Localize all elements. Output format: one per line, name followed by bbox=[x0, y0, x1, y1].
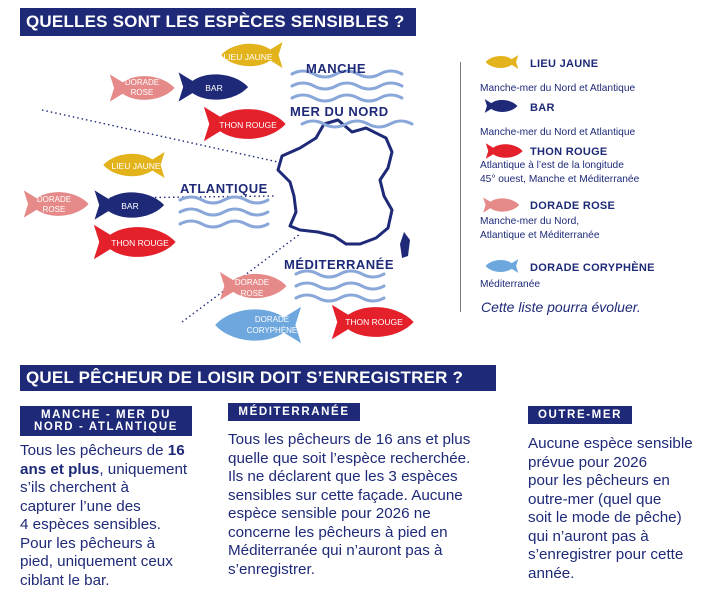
text-med-line: s’enregistrer. bbox=[228, 560, 315, 578]
tag-manche-line1: MANCHE - MER DU bbox=[40, 409, 172, 421]
zone-label-mer-du-nord: MER DU NORD bbox=[290, 104, 389, 119]
fish-label-lieu-jaune-1: LIEU JAUNE bbox=[223, 52, 273, 62]
fish-label-bar-1: BAR bbox=[205, 83, 223, 93]
legend-name: BAR bbox=[530, 102, 555, 114]
legend-item-dorade-rose bbox=[480, 200, 720, 252]
legend-desc: Méditerranée bbox=[480, 279, 541, 290]
bar-icon bbox=[480, 98, 520, 114]
text-om-line: qui n’auront pas à bbox=[528, 527, 649, 545]
text-mediterranee bbox=[228, 431, 518, 579]
legend-item-bar bbox=[480, 102, 720, 140]
tag-manche bbox=[20, 406, 192, 436]
fish-label-thon-rouge-2: THON ROUGE bbox=[111, 238, 169, 248]
text-med-line: quelle que soit l’espèce recherchée. bbox=[228, 449, 471, 467]
dorade-rose-icon bbox=[480, 196, 520, 214]
text-om-line: Aucune espèce sensible bbox=[528, 435, 693, 452]
fish-label-dorade-rose-1: DORADE ROSE bbox=[124, 78, 160, 97]
fish-label-dorade-rose-3: DORADE ROSE bbox=[234, 278, 270, 298]
legend-note: Cette liste pourra évoluer. bbox=[481, 299, 641, 315]
text-manche bbox=[20, 442, 210, 590]
tag-mediterranee: MÉDITERRANÉE bbox=[228, 403, 360, 421]
lieu-jaune-icon bbox=[480, 54, 526, 70]
legend-desc: 45° ouest, Manche et Méditerranée bbox=[480, 174, 640, 185]
text-om-line: année. bbox=[528, 564, 575, 582]
corsica-shape bbox=[400, 232, 410, 258]
text-manche-part: Tous les pêcheurs de bbox=[20, 442, 168, 459]
text-med-line: sensibles sur cette façade. Aucune bbox=[228, 486, 463, 504]
text-manche-line: 4 espèces sensibles. bbox=[20, 516, 161, 533]
legend-desc: Manche-mer du Nord, bbox=[480, 216, 580, 227]
legend-name: THON ROUGE bbox=[530, 146, 608, 158]
legend-name: LIEU JAUNE bbox=[530, 58, 599, 70]
text-manche-line: capturer l’une des bbox=[20, 497, 141, 515]
text-manche-bold: 16 bbox=[167, 442, 185, 459]
fish-label-thon-rouge-1: THON ROUGE bbox=[219, 120, 277, 130]
fish-label-dorade-rose-2: DORADE ROSE bbox=[36, 195, 72, 214]
legend-divider bbox=[460, 62, 461, 312]
fish-label-lieu-jaune-2: LIEU JAUNE bbox=[111, 161, 161, 171]
fish-label-dorade-coryphene: DORADE CORYPHÈNE bbox=[246, 315, 298, 335]
thon-rouge-icon bbox=[480, 142, 526, 160]
text-med-line: concerne les pêcheurs à pied en bbox=[228, 523, 448, 541]
legend-item-lieu-jaune bbox=[480, 58, 720, 96]
text-manche-line: ciblant le bar. bbox=[20, 571, 110, 589]
text-om-line: s’enregistrer pour cette bbox=[528, 546, 684, 563]
text-med-line: Ils ne déclarent que les 3 espèces bbox=[228, 468, 458, 485]
tag-outremer: OUTRE-MER bbox=[528, 406, 632, 424]
dorade-coryphene-icon bbox=[480, 258, 526, 274]
legend-desc: Atlantique à l’est de la longitude bbox=[480, 160, 624, 171]
tag-manche-line2: NORD - ATLANTIQUE bbox=[33, 421, 179, 433]
france-outline bbox=[278, 120, 392, 244]
text-om-line: soit le mode de pêche) bbox=[528, 509, 682, 526]
text-med-line: Tous les pêcheurs de 16 ans et plus bbox=[228, 431, 471, 448]
waves-mediterranee bbox=[296, 271, 384, 301]
species-map bbox=[0, 36, 460, 346]
section-title-registration: QUEL PÊCHEUR DE LOISIR DOIT S’ENREGISTRER ? bbox=[20, 365, 496, 391]
text-med-line: Méditerranée qui n’auront pas à bbox=[228, 542, 443, 559]
zone-label-atlantique: ATLANTIQUE bbox=[180, 181, 268, 196]
section-title-species: QUELLES SONT LES ESPÈCES SENSIBLES ? bbox=[20, 8, 416, 36]
legend-desc: Atlantique et Méditerranée bbox=[480, 230, 600, 241]
text-manche-line: pied, uniquement ceux bbox=[20, 553, 173, 570]
legend-name: DORADE ROSE bbox=[530, 200, 616, 212]
species-legend bbox=[480, 58, 720, 290]
fish-label-bar-2: BAR bbox=[121, 201, 139, 211]
legend-desc: Manche-mer du Nord et Atlantique bbox=[480, 83, 636, 94]
waves-atlantique bbox=[180, 197, 268, 227]
text-manche-line: Pour les pêcheurs à bbox=[20, 534, 156, 552]
legend-name: DORADE CORYPHÈNE bbox=[530, 262, 655, 274]
fish-label-thon-rouge-3: THON ROUGE bbox=[345, 317, 403, 327]
text-outremer bbox=[528, 435, 718, 583]
zone-label-manche: MANCHE bbox=[306, 61, 367, 76]
legend-desc: Manche-mer du Nord et Atlantique bbox=[480, 127, 636, 138]
text-manche-part: , uniquement bbox=[99, 460, 188, 478]
legend-item-thon-rouge bbox=[480, 146, 720, 198]
text-om-line: pour les pêcheurs en bbox=[528, 472, 670, 489]
text-om-line: outre-mer (quel que bbox=[528, 490, 662, 508]
text-manche-bold: ans et plus bbox=[20, 460, 100, 478]
text-om-line: prévue pour 2026 bbox=[528, 453, 648, 471]
text-manche-line: s’ils cherchent à bbox=[20, 479, 129, 496]
text-med-line: espèce sensible pour 2026 ne bbox=[228, 505, 431, 522]
zone-label-mediterranee: MÉDITERRANÉE bbox=[284, 257, 395, 272]
legend-item-dorade-coryphene bbox=[480, 262, 720, 298]
